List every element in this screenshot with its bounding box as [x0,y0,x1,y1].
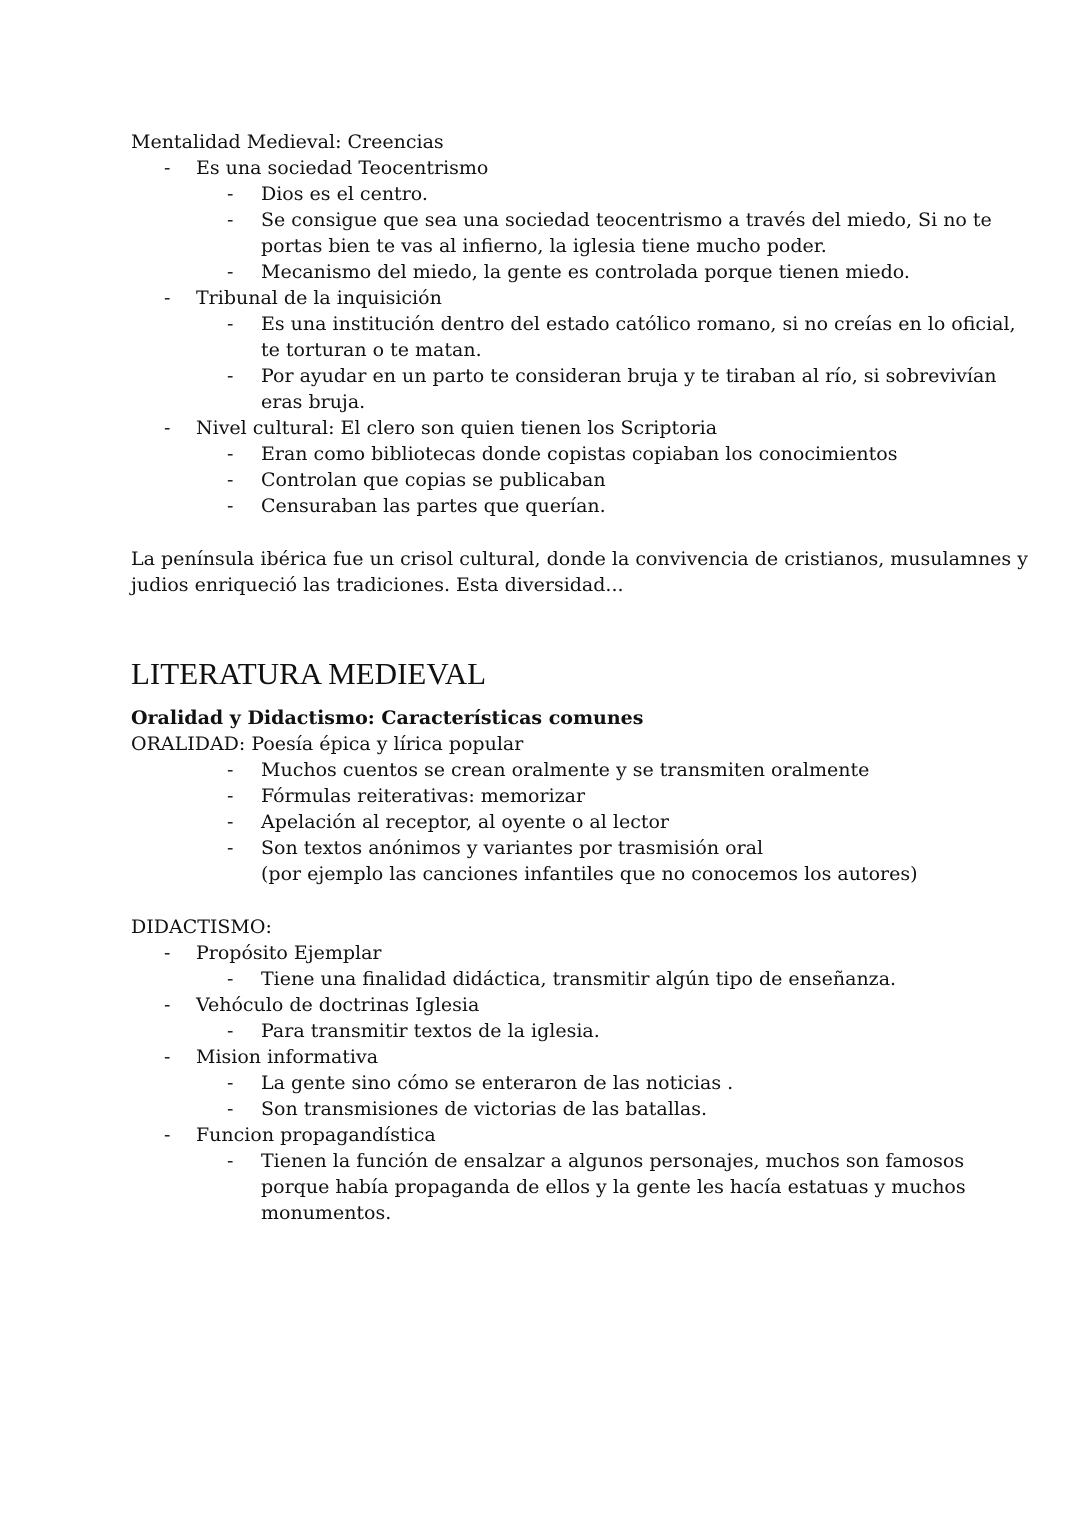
list-item-text: Es una sociedad Teocentrismo [196,157,489,179]
list-item-text: La gente sino cómo se enteraron de las noticias . [261,1072,734,1094]
bullet-dash: - [227,759,234,781]
list-item [131,1174,966,1200]
list-item [131,992,961,1018]
list-item [131,207,992,233]
list-item [131,441,961,467]
bullet-dash: - [227,1072,234,1094]
list-item-text: Dios es el centro. [261,183,428,205]
bullet-dash: - [227,1020,234,1042]
list-item-text: Controlan que copias se publicaban [261,469,606,491]
bullet-dash: - [164,157,171,179]
list-item-text: Muchos cuentos se crean oralmente y se transmiten oralmente [261,759,870,781]
bullet-dash: - [164,1046,171,1068]
list-item-text: Tienen la función de ensalzar a algunos personajes, muchos son famosos [261,1150,965,1172]
list-item-text: Mecanismo del miedo, la gente es controlada porque tienen miedo. [261,261,910,283]
list-item [131,1018,961,1044]
list-item [131,809,961,835]
list-item [131,757,961,783]
list-item-text: (por ejemplo las canciones infantiles que no conocemos los autores) [261,863,918,885]
list-item [131,783,961,809]
list-item-text: eras bruja. [261,391,366,413]
bullet-dash: - [164,1124,171,1146]
list-item-text: portas bien te vas al infierno, la iglesia tiene mucho poder. [261,235,827,257]
list-item-text: monumentos. [261,1202,392,1224]
list-item [131,233,961,259]
section-creencias [131,129,1016,519]
list-item [131,415,961,441]
list-item [131,1200,961,1226]
bullet-dash: - [227,183,234,205]
bullet-dash: - [227,1150,234,1172]
list-item [131,1148,965,1174]
list-item [131,1122,961,1148]
didactismo-list [131,940,966,1226]
bullet-dash: - [227,785,234,807]
list-item-text: Nivel cultural: El clero son quien tienen los Scriptoria [196,417,718,439]
list-item [131,467,961,493]
bullet-dash: - [227,313,234,335]
oralidad-list [131,757,961,887]
list-item-text: Apelación al receptor, al oyente o al lector [261,811,669,833]
paragraph-line: judios enriqueció las tradiciones. Esta diversidad... [131,574,624,596]
bullet-dash: - [227,1098,234,1120]
main-heading: LITERATURA MEDIEVAL [131,656,487,691]
list-item-text: Por ayudar en un parto te consideran bruja y te tiraban al río, si sobrevivían [261,365,997,387]
list-item [131,966,961,992]
section-title: Mentalidad Medieval: Creencias [131,131,444,153]
list-item [131,363,997,389]
list-item [131,285,961,311]
bullet-dash: - [164,942,171,964]
list-item-text: Eran como bibliotecas donde copistas copiaban los conocimientos [261,443,898,465]
list-item [131,835,961,861]
paragraph-line: La península ibérica fue un crisol cultural, donde la convivencia de cristianos, musulamnes y [131,548,1028,570]
list-item-text: Mision informativa [196,1046,379,1068]
list-item [131,181,961,207]
list-item-text: Tiene una finalidad didáctica, transmitir algún tipo de enseñanza. [261,968,897,990]
subheading: Oralidad y Didactismo: Características comunes [131,707,644,729]
list-item [131,389,961,415]
bullet-dash: - [227,443,234,465]
didactismo-title: DIDACTISMO: [131,916,272,938]
list-item [131,259,961,285]
list-item [131,337,961,363]
list-item-text: Para transmitir textos de la iglesia. [261,1020,600,1042]
list-item-text: Censuraban las partes que querían. [261,495,606,517]
section-didactismo [131,914,966,1226]
list-item-text: Vehóculo de doctrinas Iglesia [196,994,480,1016]
oralidad-title: ORALIDAD: Poesía épica y lírica popular [131,733,524,755]
list-item [131,311,1016,337]
list-item-text: Propósito Ejemplar [196,942,382,964]
bullet-dash: - [164,994,171,1016]
bullet-dash: - [164,417,171,439]
list-item [131,493,961,519]
bullet-dash: - [227,837,234,859]
bullet-dash: - [227,209,234,231]
list-item-text: Son textos anónimos y variantes por trasmisión oral [261,837,764,859]
creencias-list [131,155,1016,519]
list-item-text: Es una institución dentro del estado católico romano, si no creías en lo oficial, [261,313,1016,335]
list-item [131,155,961,181]
list-item [131,940,961,966]
list-item [131,1096,961,1122]
bullet-dash: - [227,365,234,387]
list-item [131,1070,961,1096]
bullet-dash: - [227,261,234,283]
list-item-text: Se consigue que sea una sociedad teocentrismo a través del miedo, Si no te [261,209,992,231]
list-item-text: Son transmisiones de victorias de las batallas. [261,1098,708,1120]
list-item-text: Tribunal de la inquisición [196,287,442,309]
bullet-dash: - [227,495,234,517]
intro-paragraph [131,546,1028,598]
list-item [131,861,961,887]
bullet-dash: - [164,287,171,309]
list-item-text: te torturan o te matan. [261,339,482,361]
list-item-text: porque había propaganda de ellos y la gente les hacía estatuas y muchos [261,1176,966,1198]
list-item-text: Funcion propagandística [196,1124,436,1146]
bullet-dash: - [227,968,234,990]
list-item-text: Fórmulas reiterativas: memorizar [261,785,586,807]
bullet-dash: - [227,469,234,491]
bullet-dash: - [227,811,234,833]
list-item [131,1044,961,1070]
section-oralidad [131,705,961,887]
